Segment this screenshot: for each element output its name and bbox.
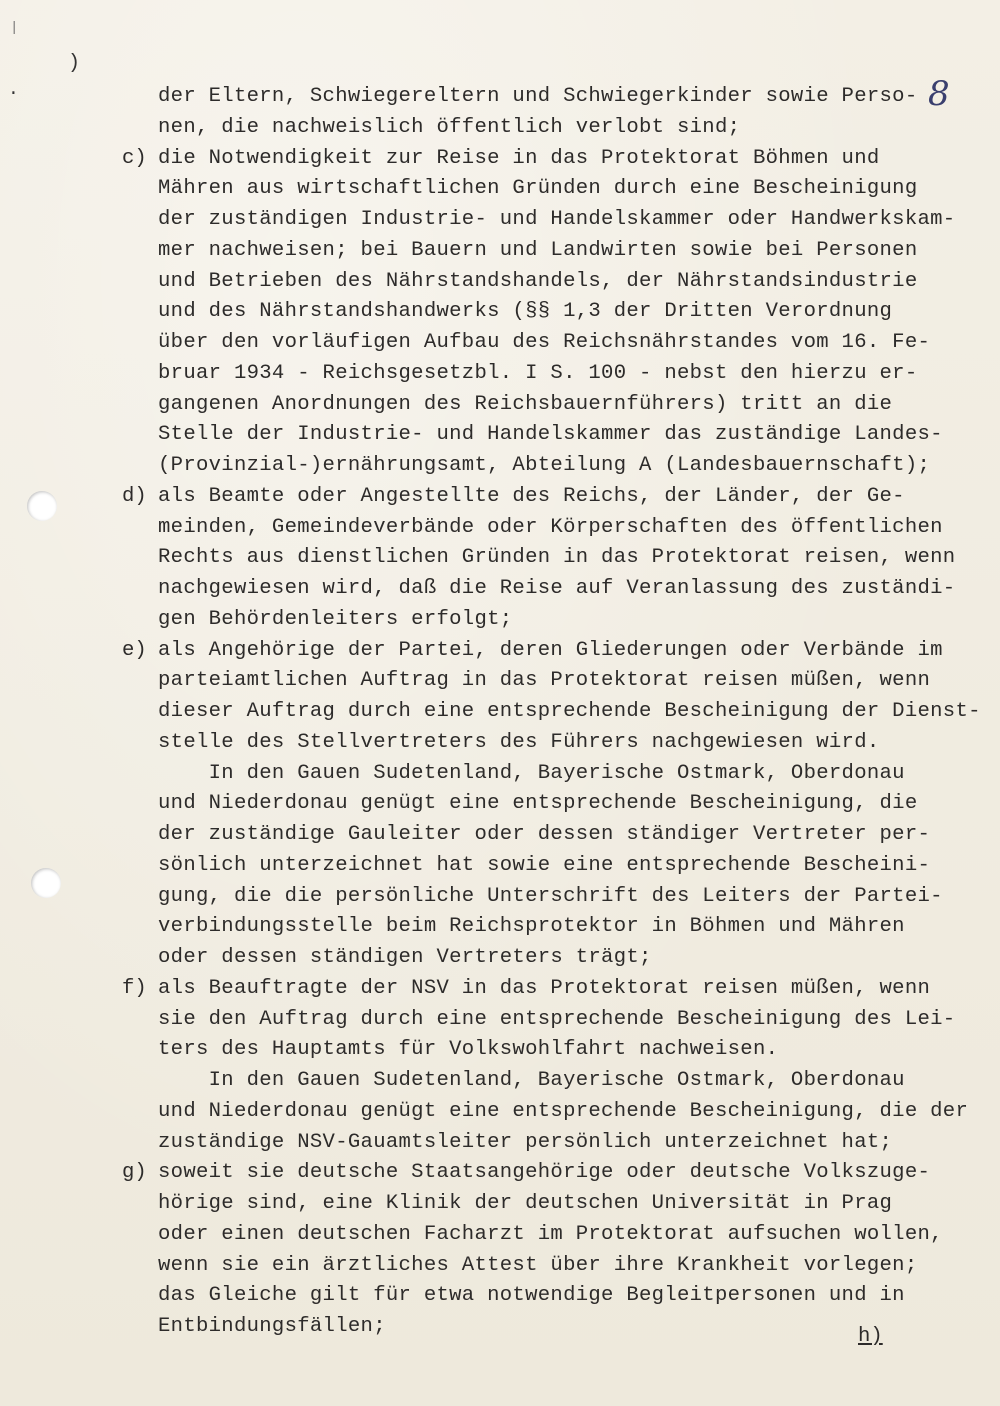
- text-line: als Beauftragte der NSV in das Protektorat reisen müßen, wenn: [158, 976, 931, 1000]
- text-line: und des Nährstandshandwerks (§§ 1,3 der Dritten Verordnung: [158, 300, 893, 324]
- margin-mark: ): [68, 52, 81, 75]
- text-line: zuständige NSV-Gauamtsleiter persönlich unterzeichnet hat;: [158, 1130, 893, 1154]
- text-line: oder einen deutschen Facharzt im Protektorat aufsuchen wollen,: [158, 1222, 943, 1246]
- text-line: das Gleiche gilt für etwa notwendige Begleitpersonen und in: [158, 1284, 905, 1308]
- text-line: mer nachweisen; bei Bauern und Landwirten sowie bei Personen: [158, 238, 918, 262]
- text-line: meinden, Gemeindeverbände oder Körperschaften des öffentlichen: [158, 515, 943, 539]
- text-line: und Niederdonau genügt eine entsprechende Bescheinigung, die: [158, 792, 918, 816]
- text-line: verbindungsstelle beim Reichsprotektor in Böhmen und Mähren: [158, 915, 905, 939]
- text-line: wenn sie ein ärztliches Attest über ihre Krankheit vorlegen;: [158, 1253, 918, 1277]
- text-line: (Provinzial-)ernährungsamt, Abteilung A (Landesbauernschaft);: [158, 454, 931, 477]
- text-line: der zuständigen Industrie- und Handelskammer oder Handwerkskam-: [158, 208, 956, 231]
- text-line: nen, die nachweislich öffentlich verlobt sind;: [158, 115, 741, 139]
- text-line: sie den Auftrag durch eine entsprechende Bescheinigung des Lei-: [158, 1007, 956, 1031]
- catchword: h): [858, 1325, 883, 1348]
- list-item-label: g): [122, 1161, 147, 1185]
- text-line: die Notwendigkeit zur Reise in das Protektorat Böhmen und: [158, 146, 880, 170]
- list-item-label: c): [122, 146, 147, 170]
- text-line: Mähren aus wirtschaftlichen Gründen durch eine Bescheinigung: [158, 177, 918, 201]
- list-item-label: d): [122, 484, 147, 508]
- text-line: und Niederdonau genügt eine entsprechende Bescheinigung, die der: [158, 1099, 969, 1123]
- text-line: ters des Hauptamts für Volkswohlfahrt nachweisen.: [158, 1038, 779, 1062]
- text-line: Rechts aus dienstlichen Gründen in das Protektorat reisen, wenn: [158, 546, 956, 570]
- text-line: Stelle der Industrie- und Handelskammer das zuständige Landes-: [158, 423, 943, 447]
- text-line: als Beamte oder Angestellte des Reichs, der Länder, der Ge-: [158, 484, 905, 508]
- text-line: bruar 1934 - Reichsgesetzbl. I S. 100 - nebst den hierzu er-: [158, 361, 918, 385]
- text-line: gen Behördenleiters erfolgt;: [158, 607, 513, 631]
- text-line: gangenen Anordnungen des Reichsbauernführers) tritt an die: [158, 392, 893, 416]
- text-line: der Eltern, Schwiegereltern und Schwiegerkinder sowie Perso-: [158, 85, 918, 108]
- punch-hole: [27, 491, 57, 521]
- margin-mark: ·: [8, 84, 19, 104]
- text-line: und Betrieben des Nährstandshandels, der Nährstandsindustrie: [158, 269, 918, 293]
- list-item-label: e): [122, 638, 147, 662]
- text-line: über den vorläufigen Aufbau des Reichsnährstandes vom 16. Fe-: [158, 331, 931, 354]
- text-line: gung, die die persönliche Unterschrift des Leiters der Partei-: [158, 884, 943, 908]
- text-line: In den Gauen Sudetenland, Bayerische Ostmark, Oberdonau: [158, 761, 905, 785]
- text-line: nachgewiesen wird, daß die Reise auf Veranlassung des zuständi-: [158, 577, 956, 600]
- handwritten-page-number: 8: [928, 74, 950, 114]
- text-line: In den Gauen Sudetenland, Bayerische Ostmark, Oberdonau: [158, 1069, 905, 1092]
- margin-mark: |: [10, 20, 19, 36]
- text-line: oder dessen ständigen Vertreters trägt;: [158, 946, 652, 969]
- text-line: der zuständige Gauleiter oder dessen ständiger Vertreter per-: [158, 823, 931, 846]
- text-line: sönlich unterzeichnet hat sowie eine entsprechende Bescheini-: [158, 853, 931, 877]
- list-item-label: f): [122, 976, 147, 1000]
- text-line: hörige sind, eine Klinik der deutschen Universität in Prag: [158, 1192, 893, 1215]
- text-line: dieser Auftrag durch eine entsprechende Bescheinigung der Dienst-: [158, 700, 981, 723]
- text-line: soweit sie deutsche Staatsangehörige oder deutsche Volkszuge-: [158, 1161, 931, 1185]
- text-line: Entbindungsfällen;: [158, 1315, 386, 1338]
- text-line: parteiamtlichen Auftrag in das Protektorat reisen müßen, wenn: [158, 669, 931, 693]
- text-line: stelle des Stellvertreters des Führers nachgewiesen wird.: [158, 730, 880, 754]
- text-line: als Angehörige der Partei, deren Gliederungen oder Verbände im: [158, 638, 943, 662]
- punch-hole: [31, 868, 61, 898]
